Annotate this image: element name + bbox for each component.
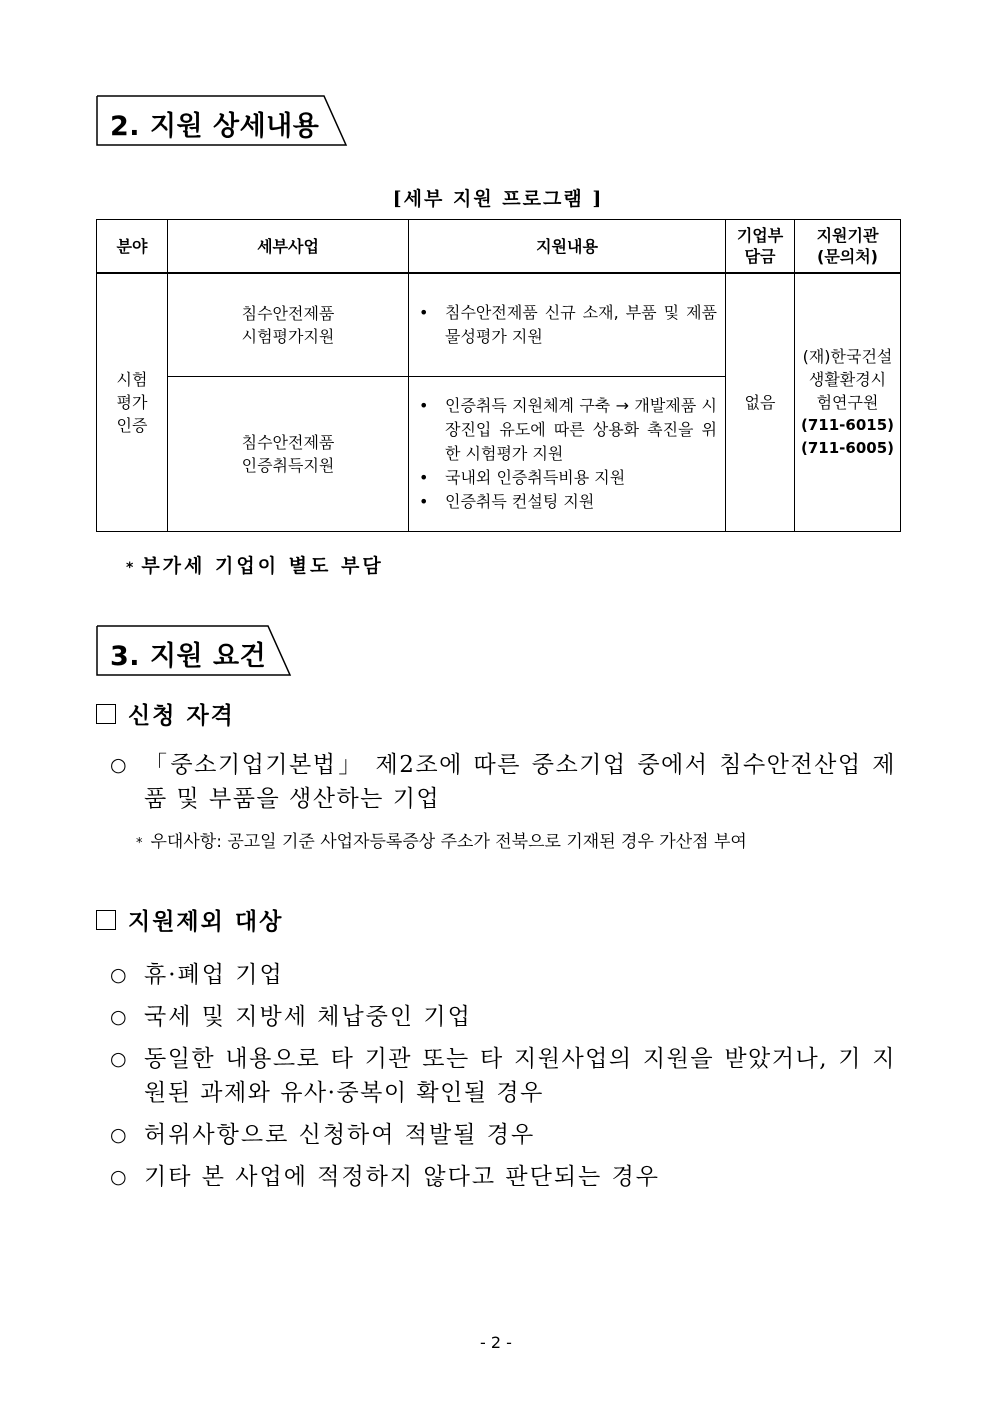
section-2-title: 2. 지원 상세내용 xyxy=(110,111,320,142)
circle-bullet-icon: ○ xyxy=(110,1166,127,1188)
asterisk-icon: * xyxy=(126,560,134,576)
header-burden-line1: 기업부 xyxy=(736,226,784,245)
header-agency-line1: 지원기관 xyxy=(816,226,879,245)
checkbox-square-icon xyxy=(96,910,116,930)
circle-bullet-icon: ○ xyxy=(110,1124,127,1146)
field-line3: 인증 xyxy=(116,416,148,435)
bullet-text: 인증취득 지원체계 구축 → 개발제품 시장진입 유도에 따른 상용화 촉진을 위한 시험평가 지원 xyxy=(445,396,717,463)
header-agency-line2: (문의처) xyxy=(817,247,878,266)
bullet-text: 인증취득 컨설팅 지원 xyxy=(445,492,595,511)
header-content: 지원내용 xyxy=(409,220,726,274)
bullet-text: 국내외 인증취득비용 지원 xyxy=(445,468,626,487)
header-field: 분야 xyxy=(97,220,168,274)
qualification-heading-text: 신청 자격 xyxy=(128,702,235,729)
section-2-header xyxy=(96,95,348,145)
exclusion-item-text: 휴·폐업 기업 xyxy=(144,962,284,988)
circle-bullet-icon: ○ xyxy=(110,1006,127,1028)
exclusion-heading xyxy=(96,903,283,936)
preference-note xyxy=(136,827,898,852)
section-3-title: 3. 지원 요건 xyxy=(110,641,267,672)
bullet-icon: • xyxy=(419,492,429,511)
table-row xyxy=(97,273,901,377)
header-project: 세부사업 xyxy=(168,220,409,274)
vat-note-text: 부가세 기업이 별도 부담 xyxy=(141,555,384,577)
field-cell xyxy=(97,273,168,532)
project-line2: 시험평가지원 xyxy=(241,327,335,346)
qualification-item-text: 「중소기업기본법」 제2조에 따른 중소기업 중에서 침수안전산업 제품 및 부품을 생산하는 기업 xyxy=(144,752,896,812)
project-line1: 침수안전제품 xyxy=(241,433,335,452)
bullet-icon: • xyxy=(419,396,429,415)
section-3-header xyxy=(96,625,292,675)
header-agency xyxy=(795,220,901,274)
exclusion-item xyxy=(110,1118,896,1152)
bullet-icon: • xyxy=(419,468,429,487)
checkbox-square-icon xyxy=(96,704,116,724)
header-burden-line2: 담금 xyxy=(744,247,776,266)
project-line1: 침수안전제품 xyxy=(241,304,335,323)
project-cell xyxy=(168,273,409,377)
field-line2: 평가 xyxy=(116,393,148,412)
table-header-row xyxy=(97,220,901,274)
agency-phone-1: (711-6015) xyxy=(801,416,894,434)
exclusion-heading-text: 지원제외 대상 xyxy=(128,908,284,935)
exclusion-item-text: 기타 본 사업에 적정하지 않다고 판단되는 경우 xyxy=(144,1164,661,1190)
content-bullet xyxy=(419,394,717,466)
bullet-icon: • xyxy=(419,303,429,322)
content-bullet xyxy=(419,466,717,490)
table-caption: [세부 지원 프로그램 ] xyxy=(392,188,604,210)
content-bullet xyxy=(419,490,717,514)
content-cell xyxy=(409,273,726,377)
agency-name-line1: (재)한국건설 xyxy=(802,347,893,366)
project-line2: 인증취득지원 xyxy=(241,456,335,475)
exclusion-item-text: 허위사항으로 신청하여 적발될 경우 xyxy=(144,1122,536,1148)
burden-cell: 없음 xyxy=(726,273,795,532)
circle-bullet-icon: ○ xyxy=(110,754,127,776)
agency-phone-2: (711-6005) xyxy=(801,439,894,457)
preference-note-text: 우대사항: 공고일 기준 사업자등록증상 주소가 전북으로 기재된 경우 가산점 부여 xyxy=(150,832,747,852)
qualification-heading xyxy=(96,697,235,730)
agency-name-line2: 생활환경시 xyxy=(808,370,887,389)
exclusion-item xyxy=(110,1160,896,1194)
circle-bullet-icon: ○ xyxy=(110,964,127,986)
support-program-table xyxy=(96,219,901,532)
page-number: - 2 - xyxy=(480,1333,512,1352)
exclusion-item xyxy=(110,1042,896,1110)
exclusion-item-text: 동일한 내용으로 타 기관 또는 타 지원사업의 지원을 받았거나, 기 지원된 과제와 유사·중복이 확인될 경우 xyxy=(144,1046,896,1106)
qualification-item xyxy=(110,748,896,816)
content-cell xyxy=(409,377,726,532)
agency-cell xyxy=(795,273,901,532)
exclusion-item-text: 국세 및 지방세 체납중인 기업 xyxy=(144,1004,472,1030)
field-line1: 시험 xyxy=(116,370,148,389)
asterisk-icon: * xyxy=(136,836,143,851)
exclusion-item xyxy=(110,1000,896,1034)
header-burden xyxy=(726,220,795,274)
content-bullet xyxy=(419,301,717,349)
vat-note xyxy=(126,551,384,578)
circle-bullet-icon: ○ xyxy=(110,1048,127,1070)
bullet-text: 침수안전제품 신규 소재, 부품 및 제품 물성평가 지원 xyxy=(445,303,717,346)
exclusion-item xyxy=(110,958,896,992)
project-cell xyxy=(168,377,409,532)
agency-name-line3: 험연구원 xyxy=(816,393,879,412)
